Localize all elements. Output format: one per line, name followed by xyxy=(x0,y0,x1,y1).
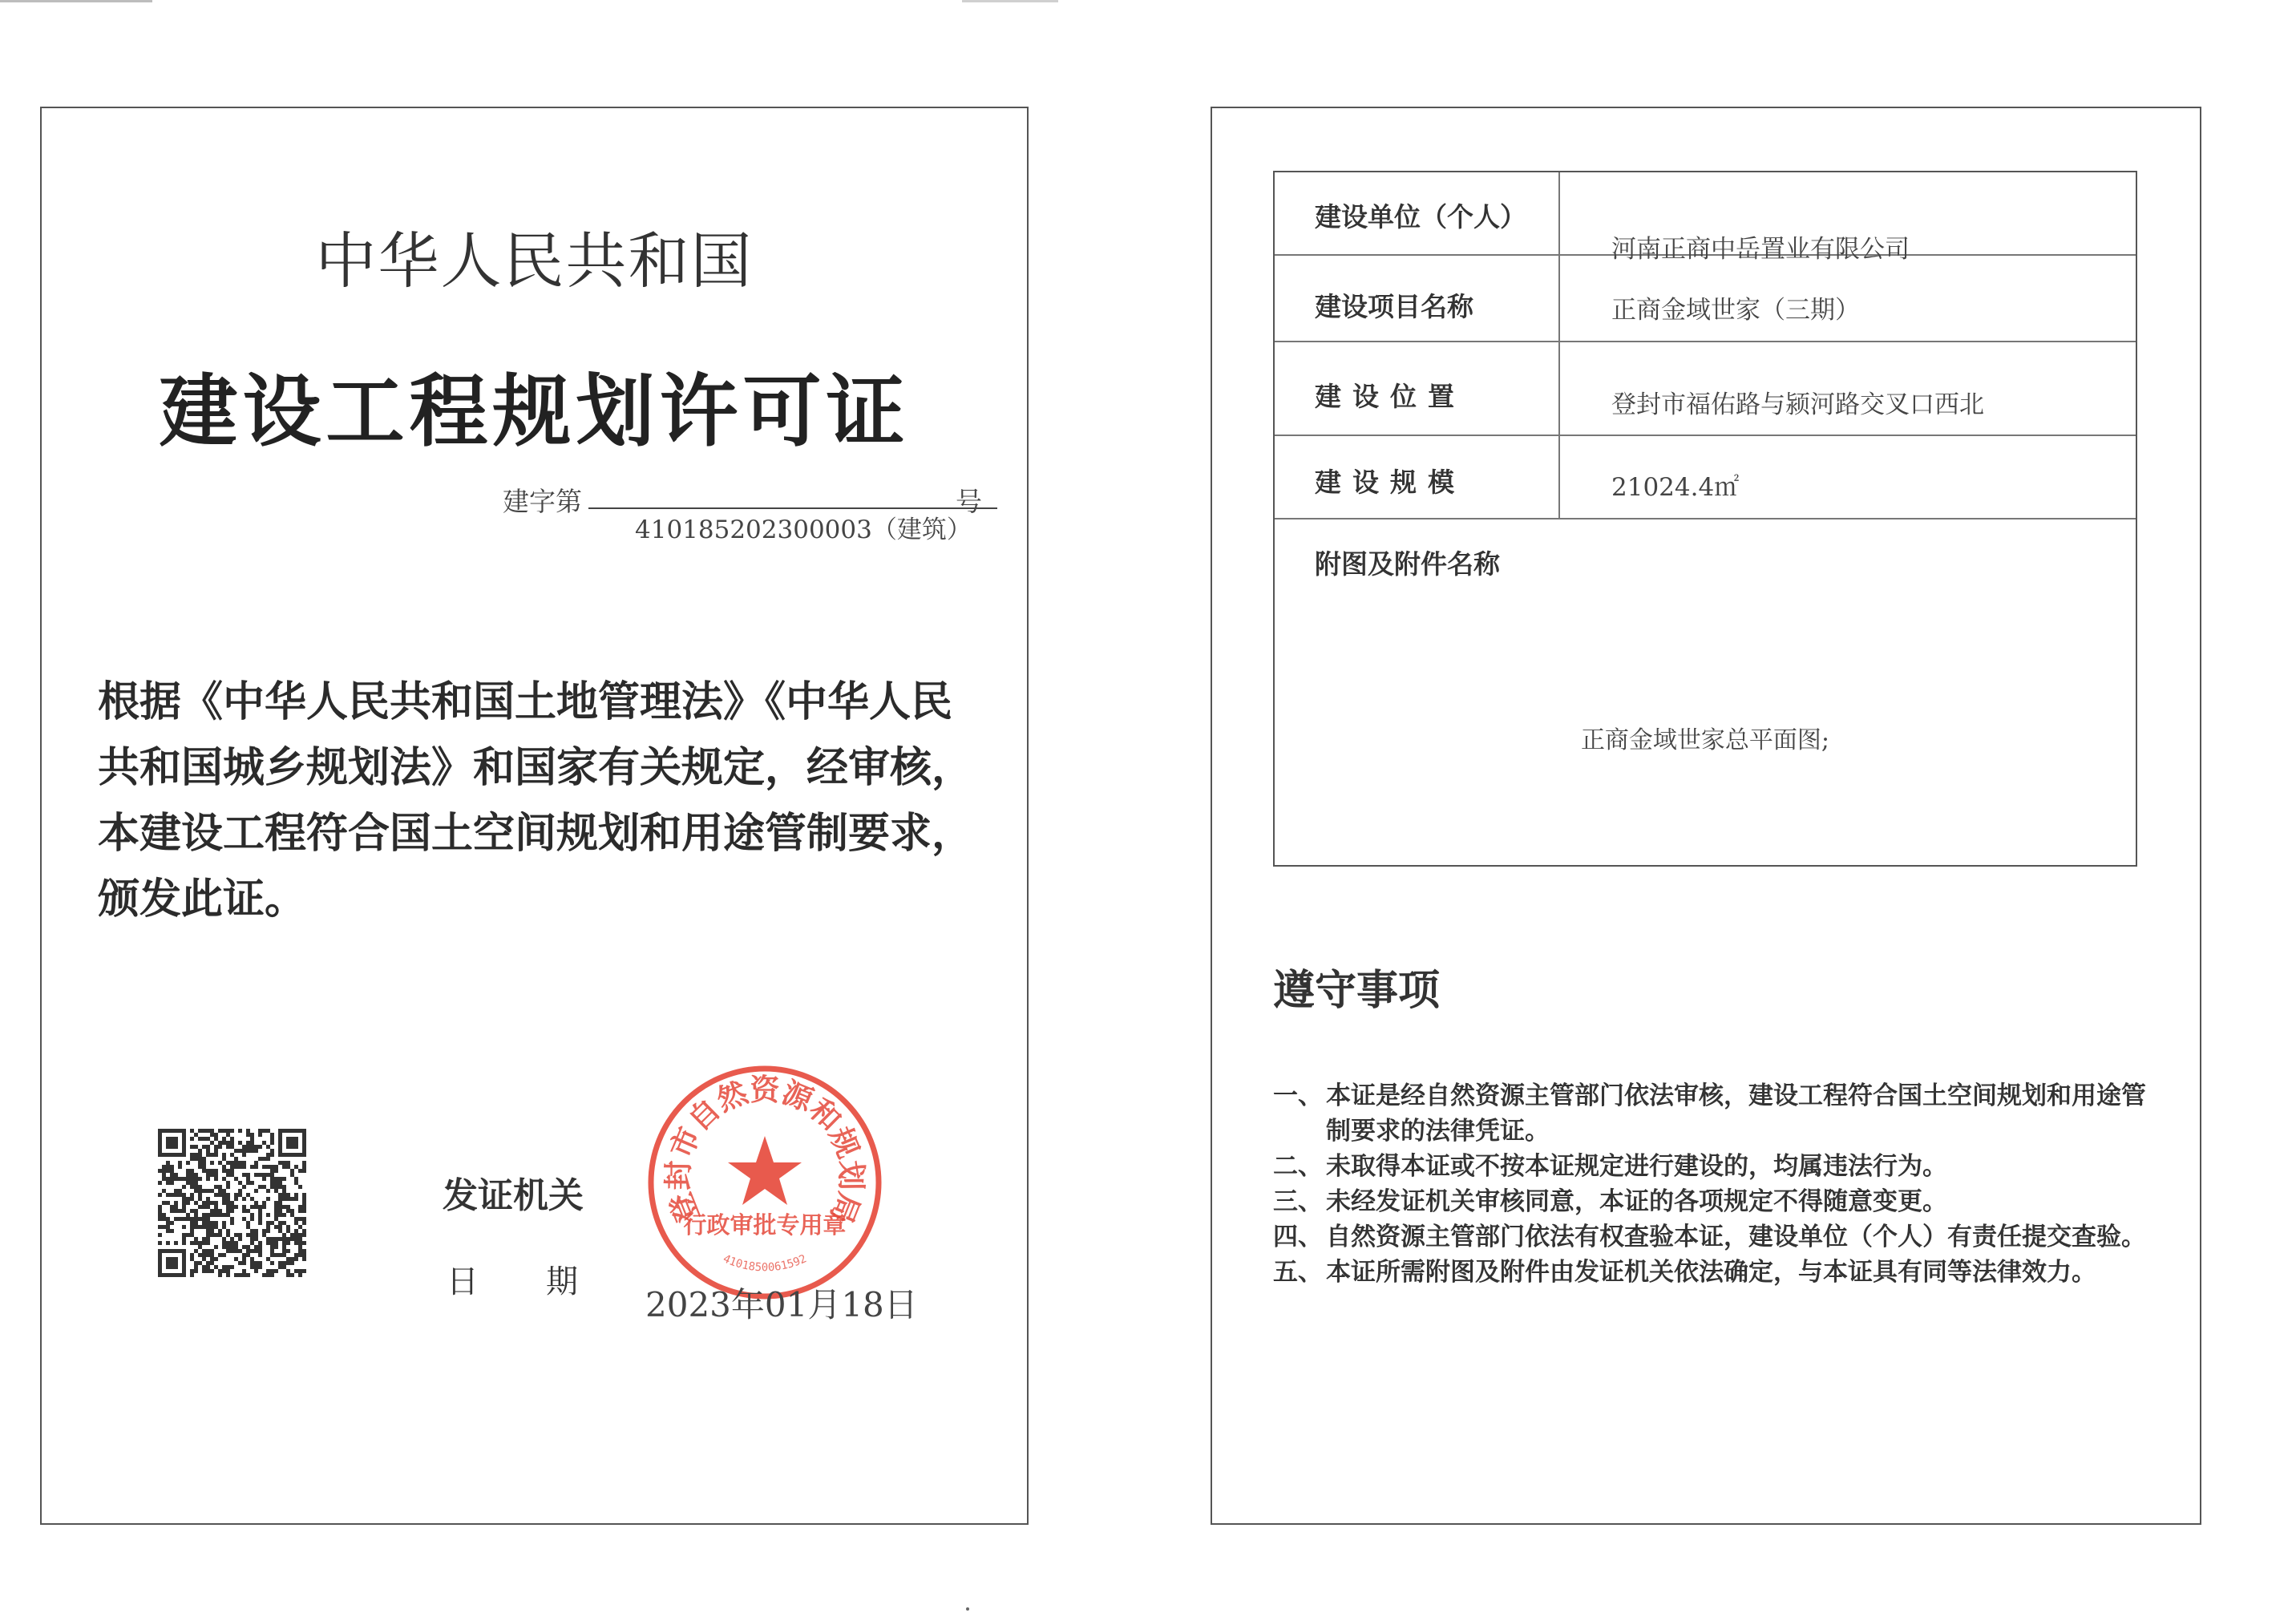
official-seal-stamp xyxy=(645,1062,885,1303)
notice-item xyxy=(1273,1078,2147,1149)
notice-item xyxy=(1273,1184,2147,1219)
date-label-char: 期 xyxy=(546,1263,578,1300)
location-label: 建设位置 xyxy=(1315,381,1465,412)
country-title: 中华人民共和国 xyxy=(315,225,754,297)
notice-text: 本证是经自然资源主管部门依法审核，建设工程符合国土空间规划和用途管制要求的法律凭证。 xyxy=(1326,1081,2146,1146)
scan-edge-mark xyxy=(962,0,1058,2)
notice-item xyxy=(1273,1255,2147,1290)
table-row-location xyxy=(1275,342,2136,436)
certificate-front-page xyxy=(40,107,1029,1525)
date-label xyxy=(447,1256,578,1302)
notice-item xyxy=(1273,1219,2147,1255)
project-info-table xyxy=(1273,171,2137,867)
notice-number: 二、 xyxy=(1273,1152,1323,1181)
scale-value: 21024.4㎡ xyxy=(1611,473,1740,502)
scale-label: 建设规模 xyxy=(1315,467,1465,498)
attachments-label: 附图及附件名称 xyxy=(1315,548,1500,580)
certificate-number: 410185202300003（建筑） xyxy=(635,515,972,544)
scan-dust-mark xyxy=(966,1607,969,1611)
qr-code-icon xyxy=(158,1129,306,1277)
scan-edge-mark xyxy=(0,0,152,2)
notice-list xyxy=(1273,1078,2147,1290)
notice-number: 五、 xyxy=(1273,1258,1323,1287)
certificate-number-suffix: 号 xyxy=(956,486,982,517)
issue-date: 2023年01月18日 xyxy=(645,1285,918,1324)
construction-unit-label: 建设单位（个人） xyxy=(1315,201,1526,232)
certificate-back-page xyxy=(1211,107,2201,1525)
notice-title: 遵守事项 xyxy=(1273,967,1441,1015)
attachments-value: 正商金域世家总平面图; xyxy=(1580,726,1830,754)
notice-text: 本证所需附图及附件由发证机关依法确定，与本证具有同等法律效力。 xyxy=(1326,1258,2096,1287)
issuer-label: 发证机关 xyxy=(443,1175,584,1216)
project-name-label: 建设项目名称 xyxy=(1315,291,1473,322)
location-value: 登封市福佑路与颍河路交叉口西北 xyxy=(1611,390,1984,419)
table-row-project-name xyxy=(1275,256,2136,342)
notice-text: 自然资源主管部门依法有权查验本证，建设单位（个人）有责任提交查验。 xyxy=(1326,1223,2146,1251)
table-row-attachments xyxy=(1275,519,2136,867)
notice-text: 未取得本证或不按本证规定进行建设的，均属违法行为。 xyxy=(1326,1152,1947,1181)
notice-item xyxy=(1273,1149,2147,1184)
svg-text:4101850061592: 4101850061592 xyxy=(721,1252,809,1275)
certificate-title: 建设工程规划许可证 xyxy=(159,366,910,458)
date-label-char: 日 xyxy=(447,1263,479,1300)
notice-number: 四、 xyxy=(1273,1223,1323,1251)
certificate-number-prefix: 建字第 xyxy=(503,486,582,517)
legal-basis-text: 根据《中华人民共和国土地管理法》《中华人民共和国城乡规划法》和国家有关规定，经审核，本建设工程符合国土空间规划和用途管制要求，颁发此证。 xyxy=(98,678,974,924)
notice-number: 一、 xyxy=(1273,1081,1323,1110)
notice-text: 未经发证机关审核同意，本证的各项规定不得随意变更。 xyxy=(1326,1187,1947,1216)
svg-text:行政审批专用章: 行政审批专用章 xyxy=(683,1211,847,1239)
notice-number: 三、 xyxy=(1273,1187,1323,1216)
svg-text:登封市自然资源和规划局: 登封市自然资源和规划局 xyxy=(661,1073,869,1229)
table-row-construction-unit xyxy=(1275,172,2136,264)
construction-unit-value: 河南正商中岳置业有限公司 xyxy=(1611,235,1910,264)
project-name-value: 正商金域世家（三期） xyxy=(1611,296,1860,325)
table-row-scale xyxy=(1275,436,2136,519)
